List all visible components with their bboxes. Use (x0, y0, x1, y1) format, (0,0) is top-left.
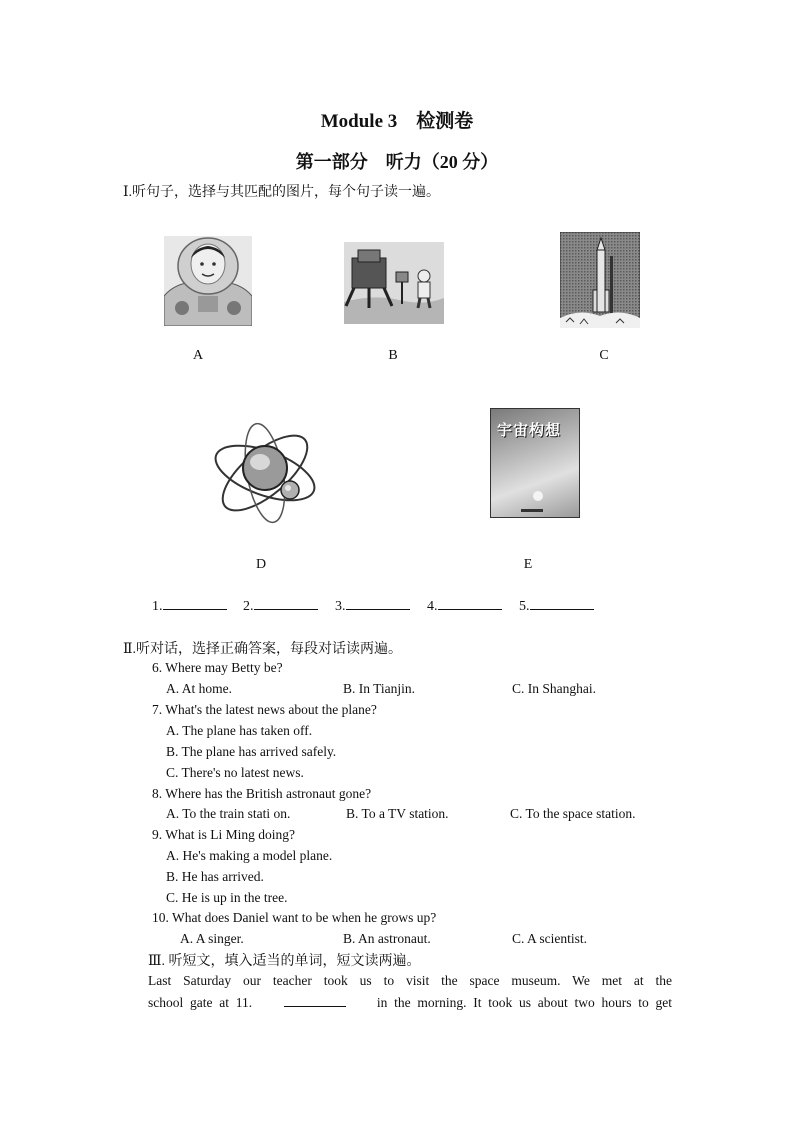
picture-a-astronaut (164, 236, 252, 326)
part-title: 第一部分 听力（20 分） (295, 152, 499, 172)
q7-option-c[interactable]: C. There's no latest news. (166, 765, 304, 780)
answer-blank-2[interactable]: 2. (243, 597, 318, 615)
picture-e-book-cover (490, 408, 580, 518)
book-cover-planet (533, 491, 543, 501)
answer-blank-3[interactable]: 3. (335, 597, 410, 615)
page-title: Module 3 检测卷 (320, 111, 474, 132)
book-cover-title: 宇宙构想 (497, 421, 562, 439)
q8-option-b[interactable]: B. To a TV station. (346, 806, 449, 821)
q9-option-b[interactable]: B. He has arrived. (166, 869, 264, 884)
q7-option-b[interactable]: B. The plane has arrived safely. (166, 744, 337, 759)
answer-blank-4[interactable]: 4. (427, 597, 502, 615)
answer-blank-1[interactable]: 1. (152, 597, 227, 615)
section-2-heading: Ⅱ.听对话，选择正确答案，每段对话读两遍。 (123, 642, 403, 657)
section-1-heading: Ⅰ.听句子，选择与其匹配的图片，每个句子读一遍。 (123, 185, 441, 200)
passage-line-1: Last Saturday our teacher took us to visit the space museum. We met at the (148, 973, 672, 988)
label-d: D (255, 557, 267, 572)
q10-option-b[interactable]: B. An astronaut. (343, 931, 431, 946)
q10-option-a[interactable]: A. A singer. (180, 931, 244, 946)
question-6: 6. Where may Betty be? (152, 660, 283, 675)
label-b: B (388, 348, 398, 363)
book-cover-publisher-mark (521, 509, 543, 512)
question-9: 9. What is Li Ming doing? (152, 827, 295, 842)
q6-option-a[interactable]: A. At home. (166, 681, 232, 696)
q7-option-a[interactable]: A. The plane has taken off. (166, 723, 313, 738)
passage-line-2-end: in the morning. It took us about two hours to get (376, 995, 672, 1010)
passage-line-2 (148, 994, 672, 1011)
q8-option-c[interactable]: C. To the space station. (510, 806, 636, 821)
section-3-heading: Ⅲ. 听短文，填入适当的单词，短文读两遍。 (148, 954, 421, 969)
passage-blank-11[interactable] (284, 994, 346, 1007)
picture-c-rocket (560, 232, 640, 328)
label-a: A (192, 348, 204, 363)
picture-b-moon-landing (344, 242, 444, 324)
question-7: 7. What's the latest news about the plane? (152, 702, 377, 717)
question-10: 10. What does Daniel want to be when he grows up? (152, 910, 437, 925)
passage-line-2-start: school gate at 11. (148, 995, 253, 1010)
picture-d-atom (210, 418, 320, 528)
q9-option-a[interactable]: A. He's making a model plane. (166, 848, 333, 863)
label-e: E (523, 557, 533, 572)
q10-option-c[interactable]: C. A scientist. (512, 931, 588, 946)
question-8: 8. Where has the British astronaut gone? (152, 786, 372, 801)
q6-option-c[interactable]: C. In Shanghai. (512, 681, 596, 696)
q6-option-b[interactable]: B. In Tianjin. (343, 681, 416, 696)
q8-option-a[interactable]: A. To the train stati on. (166, 806, 291, 821)
q9-option-c[interactable]: C. He is up in the tree. (166, 890, 288, 905)
label-c: C (599, 348, 609, 363)
answer-blank-5[interactable]: 5. (519, 597, 594, 615)
